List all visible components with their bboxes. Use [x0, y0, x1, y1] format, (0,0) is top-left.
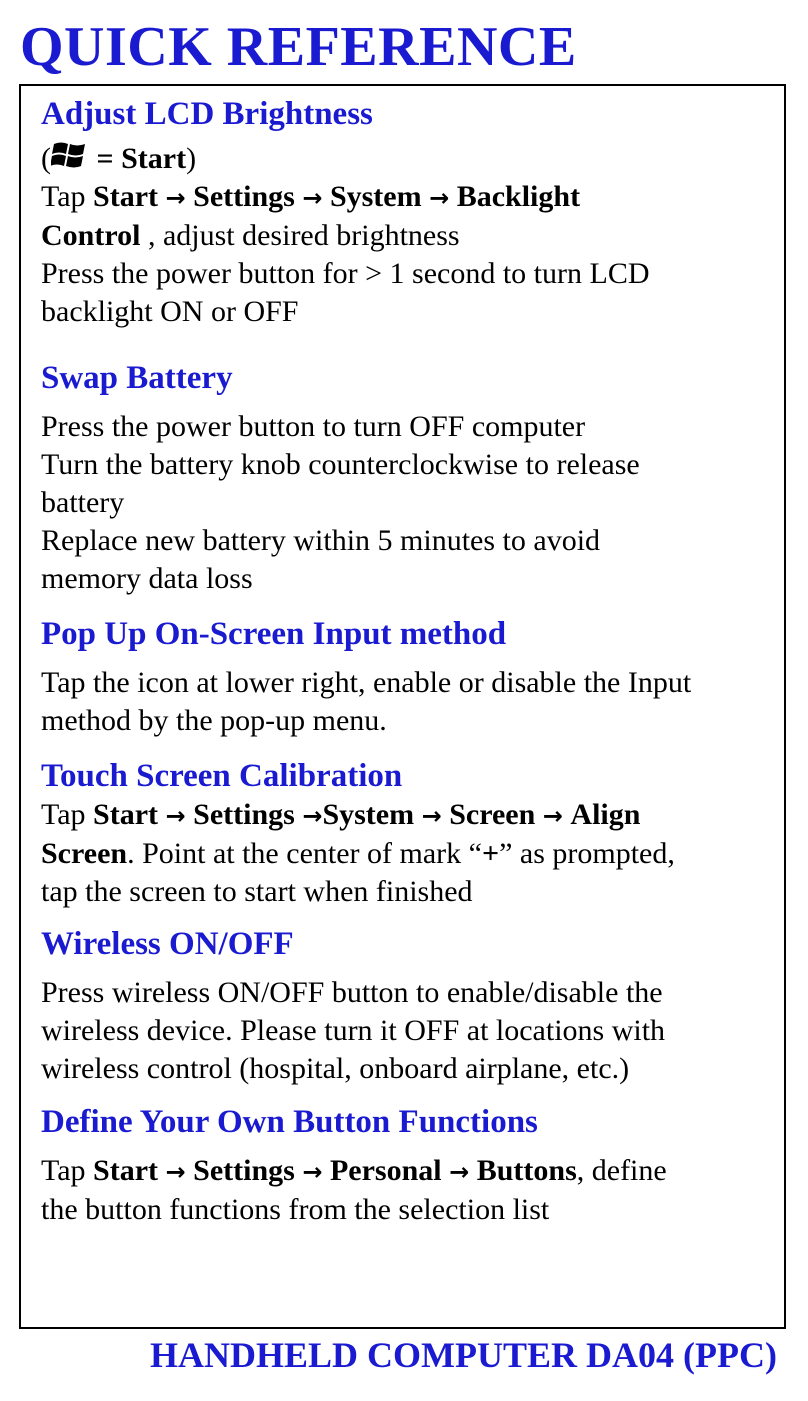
section-wireless — [41, 924, 781, 1088]
arrow-right-icon: → — [302, 802, 323, 830]
instruction-line: Turn the battery knob counterclockwise to release — [41, 448, 640, 481]
legend-start-label: Start — [121, 142, 187, 175]
section-lcd-brightness — [41, 94, 781, 331]
arrow-right-icon: → — [165, 802, 186, 830]
menu-start: Start — [93, 180, 159, 213]
arrow-right-icon: → — [165, 1158, 186, 1186]
instruction-line: backlight ON or OFF — [41, 295, 299, 328]
windows-start-icon — [51, 138, 89, 172]
section-calibration — [41, 756, 781, 911]
device-model-footer: HANDHELD COMPUTER DA04 (PPC) — [150, 1335, 777, 1375]
arrow-right-icon: → — [302, 1158, 323, 1186]
instruction-line: method by the pop-up menu. — [41, 704, 387, 737]
instruction-line: Replace new battery within 5 minutes to avoid — [41, 524, 601, 557]
arrow-right-icon: → — [421, 802, 442, 830]
instruction-line: Tap the icon at lower right, enable or disable the Input — [41, 666, 692, 699]
instruction-line: Press wireless ON/OFF button to enable/disable the — [41, 976, 663, 1009]
section-heading: Define Your Own Button Functions — [41, 1104, 538, 1140]
section-heading: Swap Battery — [41, 360, 233, 396]
menu-start: Start — [93, 798, 159, 831]
section-heading: Pop Up On-Screen Input method — [41, 616, 507, 652]
menu-align-screen: Screen — [41, 837, 128, 870]
arrow-right-icon: → — [165, 184, 186, 212]
instruction-line: battery — [41, 486, 125, 519]
menu-screen: Screen — [449, 798, 536, 831]
legend-equals: = — [89, 142, 122, 175]
legend-paren-open: ( — [41, 142, 51, 175]
menu-start: Start — [93, 1154, 159, 1187]
instruction-line: memory data loss — [41, 562, 253, 595]
instruction-line: Tap Start → Settings →System → Screen → Align — [41, 798, 641, 831]
menu-settings: Settings — [193, 1154, 295, 1187]
section-swap-battery — [41, 358, 781, 598]
menu-buttons: Buttons — [476, 1154, 577, 1187]
instruction-line: Press the power button for > 1 second to turn LCD — [41, 257, 650, 290]
section-heading: Wireless ON/OFF — [41, 926, 294, 962]
arrow-right-icon: → — [542, 802, 563, 830]
start-legend — [41, 138, 781, 178]
instruction-line: wireless control (hospital, onboard airplane, etc.) — [41, 1052, 630, 1085]
plus-mark: + — [481, 837, 500, 870]
menu-backlight: Backlight — [456, 180, 581, 213]
instruction-line: Press the power button to turn OFF computer — [41, 410, 586, 443]
section-heading: Adjust LCD Brightness — [41, 96, 373, 132]
menu-settings: Settings — [193, 798, 295, 831]
menu-align: Align — [570, 798, 641, 831]
arrow-right-icon: → — [302, 184, 323, 212]
menu-system: System — [322, 798, 415, 831]
section-heading: Touch Screen Calibration — [41, 758, 403, 794]
instruction-line: Tap Start → Settings → Personal → Buttons, define — [41, 1154, 667, 1187]
arrow-right-icon: → — [449, 1158, 470, 1186]
instruction-line: wireless device. Please turn it OFF at locations with — [41, 1014, 666, 1047]
instruction-line: Tap Start → Settings → System → Backlight — [41, 180, 581, 213]
instruction-line: Screen. Point at the center of mark “+” as prompted, — [41, 837, 675, 870]
section-define-buttons — [41, 1102, 781, 1229]
instruction-line: the button functions from the selection list — [41, 1193, 550, 1226]
arrow-right-icon: → — [429, 184, 450, 212]
legend-paren-close: ) — [186, 142, 197, 175]
menu-system: System — [329, 180, 422, 213]
section-input-method — [41, 614, 781, 740]
menu-settings: Settings — [193, 180, 295, 213]
menu-personal: Personal — [329, 1154, 442, 1187]
page-title: QUICK REFERENCE — [20, 16, 577, 78]
instruction-line: tap the screen to start when finished — [41, 875, 473, 908]
instruction-line: Control , adjust desired brightness — [41, 219, 460, 252]
reference-panel — [19, 84, 786, 1329]
menu-control: Control — [41, 219, 141, 252]
